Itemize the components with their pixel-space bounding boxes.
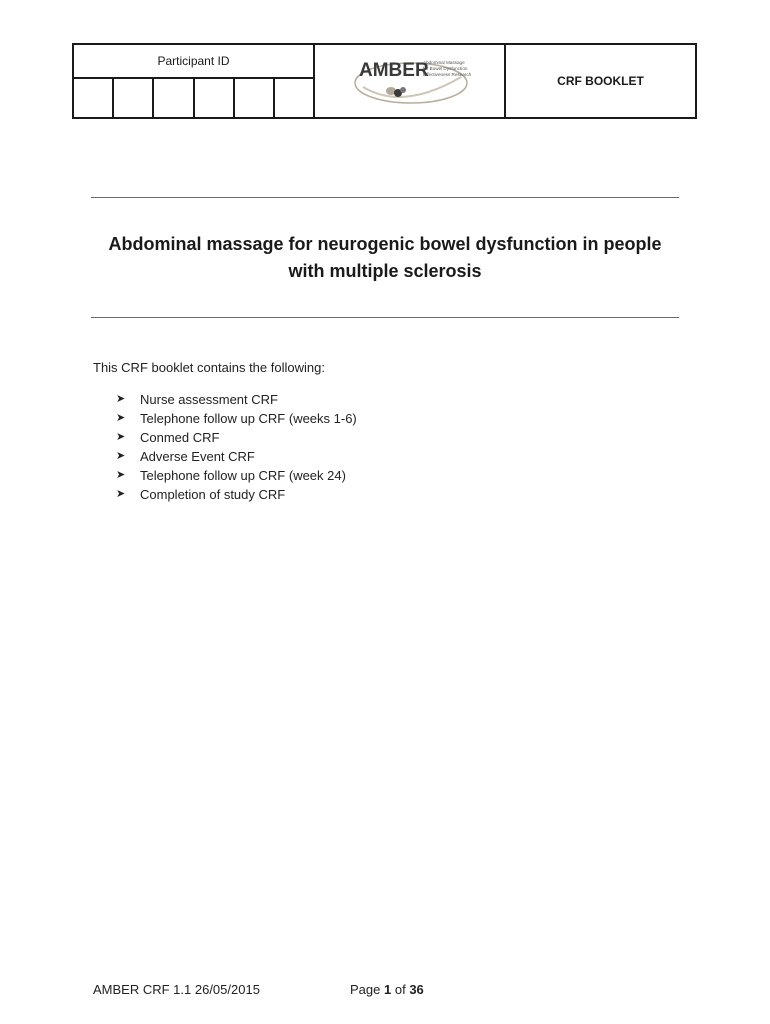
list-item — [116, 409, 357, 428]
list-item — [116, 485, 357, 504]
participant-id-box[interactable] — [235, 79, 275, 117]
crf-booklet-label: CRF BOOKLET — [557, 74, 644, 88]
participant-id-label: Participant ID — [74, 45, 313, 79]
page-current: 1 — [384, 982, 392, 997]
logo-tagline: for Bowel Dysfunction — [423, 66, 468, 71]
arrow-bullet-icon: ➤ — [116, 393, 126, 405]
arrow-bullet-icon: ➤ — [116, 431, 126, 443]
header-table — [72, 43, 697, 119]
list-item-label: Nurse assessment CRF — [140, 392, 278, 407]
list-item-label: Completion of study CRF — [140, 487, 286, 502]
title-top-rule — [91, 197, 679, 198]
participant-id-box[interactable] — [154, 79, 194, 117]
page-prefix: Page — [350, 982, 381, 997]
participant-id-box[interactable] — [275, 79, 313, 117]
list-item-label: Adverse Event CRF — [140, 449, 255, 464]
arrow-bullet-icon: ➤ — [116, 450, 126, 462]
participant-id-boxes — [74, 79, 313, 117]
logo-cell — [315, 45, 506, 117]
participant-id-cell — [74, 45, 315, 117]
amber-logo-icon — [353, 53, 473, 109]
logo-tagline: Abdominal Massage — [423, 60, 465, 65]
list-item — [116, 428, 357, 447]
arrow-bullet-icon: ➤ — [116, 412, 126, 424]
list-item-label: Telephone follow up CRF (week 24) — [140, 468, 346, 483]
title-bottom-rule — [91, 317, 679, 318]
footer-page-number — [350, 982, 424, 997]
document-title-line: with multiple sclerosis — [288, 261, 482, 281]
list-item-label: Conmed CRF — [140, 430, 220, 445]
list-item-label: Telephone follow up CRF (weeks 1-6) — [140, 411, 357, 426]
footer-version: AMBER CRF 1.1 26/05/2015 — [93, 982, 260, 997]
logo-tagline: Effectiveness Research — [423, 72, 472, 77]
participant-id-box[interactable] — [114, 79, 154, 117]
contents-list — [116, 390, 357, 504]
arrow-bullet-icon: ➤ — [116, 469, 126, 481]
list-item — [116, 466, 357, 485]
document-title-line: Abdominal massage for neurogenic bowel dysfunction in people — [108, 234, 662, 254]
page-total: 36 — [409, 982, 424, 997]
list-item — [116, 447, 357, 466]
arrow-bullet-icon: ➤ — [116, 488, 126, 500]
document-title — [91, 231, 679, 285]
logo-wordmark: AMBER — [359, 60, 429, 81]
list-item — [116, 390, 357, 409]
participant-id-box[interactable] — [74, 79, 114, 117]
page-of: of — [394, 982, 406, 997]
participant-id-box[interactable] — [195, 79, 235, 117]
contents-intro: This CRF booklet contains the following: — [93, 360, 325, 375]
